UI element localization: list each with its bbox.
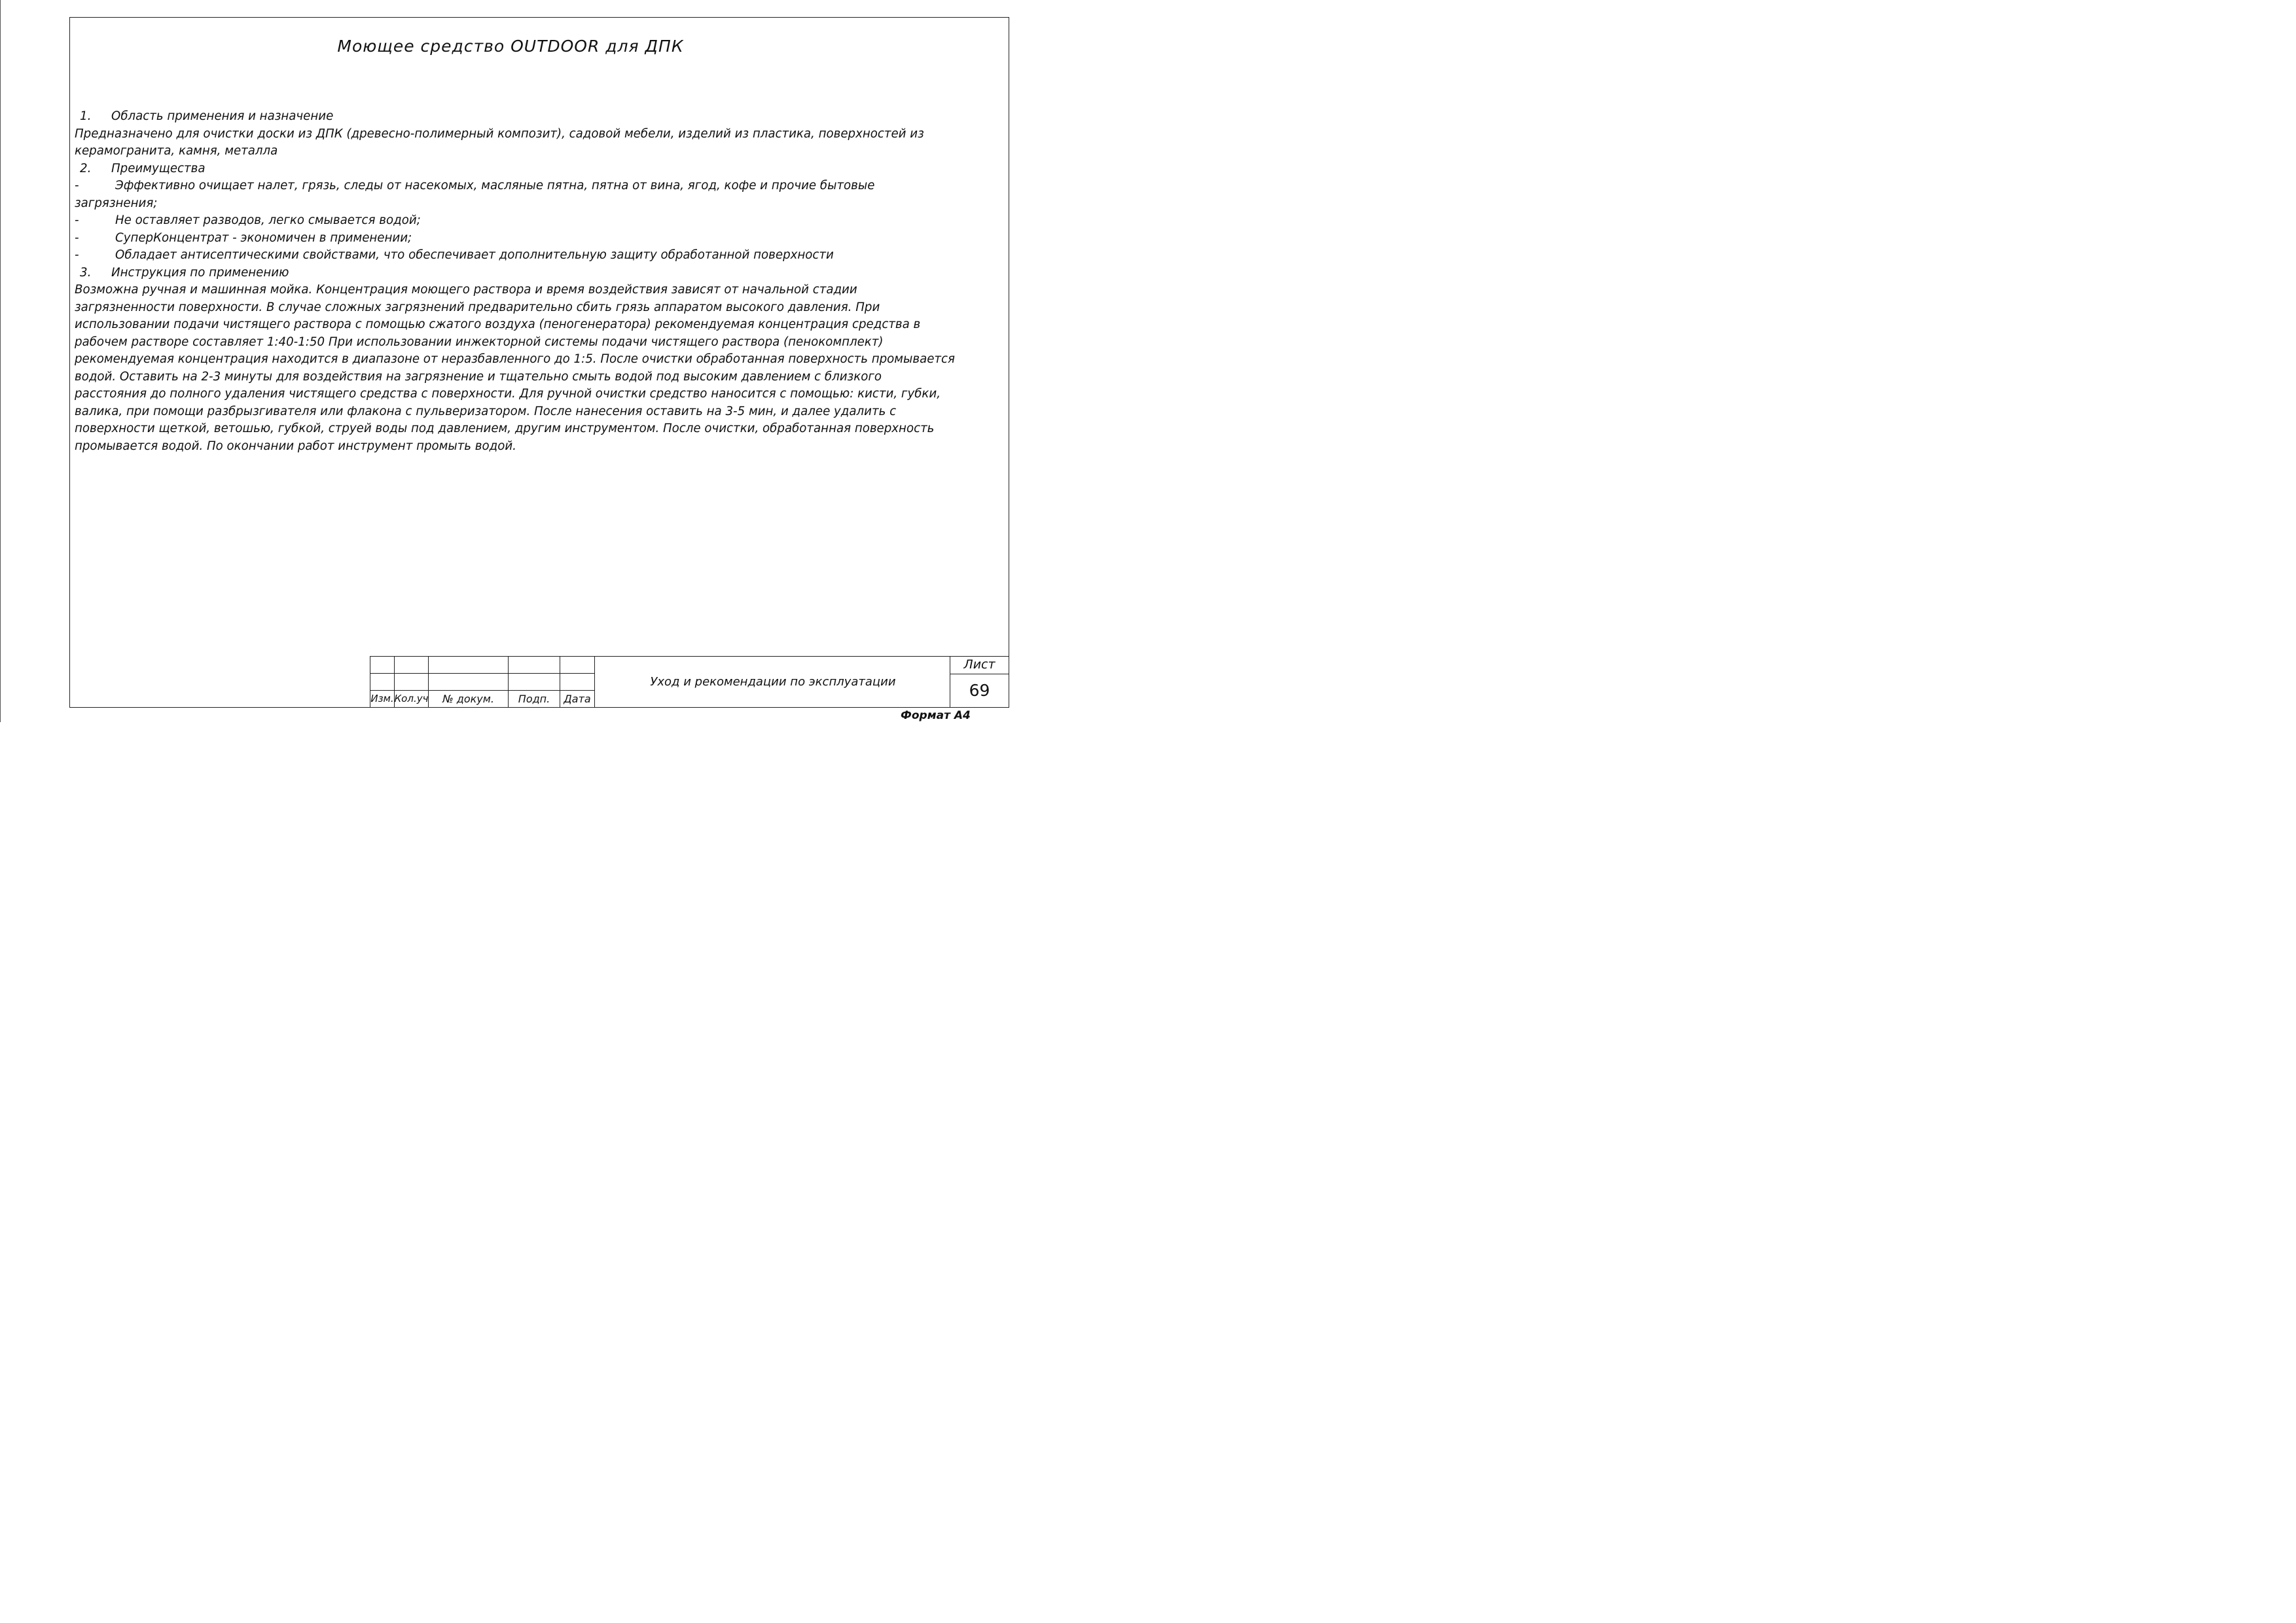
stamp-cell xyxy=(508,673,560,691)
format-label: Формат А4 xyxy=(901,709,971,722)
paragraph-line: промывается водой. По окончании работ инструмент промыть водой. xyxy=(75,439,516,453)
bullet-dash: - xyxy=(75,230,79,245)
document-body xyxy=(75,108,1004,455)
list-item xyxy=(75,230,1004,247)
paragraph-line: водой. Оставить на 2-3 минуты для воздействия на загрязнение и тщательно смыть водой под высоким давлением с близкого xyxy=(75,369,882,384)
title-block xyxy=(370,656,1009,708)
section-number: 1. xyxy=(80,109,92,123)
stamp-cell xyxy=(428,673,509,691)
bullet-dash: - xyxy=(75,179,79,192)
document-title: Моющее средство OUTDOOR для ДПК xyxy=(337,37,684,56)
section-heading-2 xyxy=(75,160,1004,178)
stamp-cell xyxy=(394,656,429,674)
stamp-cell xyxy=(560,656,595,674)
column-label-docnum: № докум. xyxy=(442,693,494,705)
paragraph-line: использовании подачи чистящего раствора с помощью сжатого воздуха (пеногенератора) рекомендуемая концентрация средства в xyxy=(75,318,921,331)
paragraph-line: загрязненности поверхности. В случае сложных загрязнений предварительно сбить грязь аппаратом высокого давления. При xyxy=(75,300,880,314)
stamp-cell xyxy=(560,673,595,691)
bullet-dash: - xyxy=(75,248,79,262)
list-item-text: СуперКонцентрат - экономичен в применении; xyxy=(115,230,412,245)
sheet-number: 69 xyxy=(969,681,990,700)
list-item xyxy=(75,177,1004,195)
paragraph-line: рекомендуемая концентрация находится в диапазоне от неразбавленного до 1:5. После очистки обработанная поверхность промывается xyxy=(75,352,955,366)
paragraph-line: Возможна ручная и машинная мойка. Концентрация моющего раствора и время воздействия зависят от начальной стадии xyxy=(75,283,857,297)
column-label-data: Дата xyxy=(564,693,591,705)
section-title: Область применения и назначение xyxy=(111,109,334,123)
list-item-continuation: загрязнения; xyxy=(75,196,158,210)
column-label-koluch: Кол.уч xyxy=(394,693,429,704)
paragraph-line: валика, при помощи разбрызгивателя или флакона с пульверизатором. После нанесения оставить на 3-5 мин, и далее удалить с xyxy=(75,404,897,418)
column-label-izm: Изм. xyxy=(370,693,394,704)
stamp-cell xyxy=(370,673,395,691)
column-label-podp: Подп. xyxy=(518,693,550,705)
stamp-cell xyxy=(370,656,395,674)
paragraph-line: расстояния до полного удаления чистящего средства с поверхности. Для ручной очистки средство наносится с помощью: кисти, губки, xyxy=(75,387,941,401)
list-item-text: Эффективно очищает налет, грязь, следы от насекомых, масляные пятна, пятна от вина, ягод, кофе и прочие бытовые xyxy=(115,179,875,192)
list-item-text: Обладает антисептическими свойствами, что обеспечивает дополнительную защиту обработанной поверхности xyxy=(115,248,834,262)
page-edge-line xyxy=(0,0,1,722)
stamp-cell xyxy=(394,673,429,691)
bullet-dash: - xyxy=(75,213,79,227)
list-item xyxy=(75,212,1004,230)
section-title: Инструкция по применению xyxy=(111,265,289,280)
stamp-cell xyxy=(428,656,509,674)
section-heading-3 xyxy=(75,264,1004,282)
stamp-cell xyxy=(508,656,560,674)
paragraph-line: рабочем растворе составляет 1:40-1:50 При использовании инжекторной системы подачи чистящего раствора (пенокомплект) xyxy=(75,335,884,349)
sheet-label: Лист xyxy=(963,657,996,672)
paragraph-line: Предназначено для очистки доски из ДПК (древесно-полимерный композит), садовой мебели, изделий из пластика, поверхностей из xyxy=(75,126,924,141)
paragraph-line: керамогранита, камня, металла xyxy=(75,144,278,158)
paragraph-line: поверхности щеткой, ветошью, губкой, струей воды под давлением, другим инструментом. После очистки, обработанная поверхность xyxy=(75,422,935,435)
list-item-text: Не оставляет разводов, легко смывается водой; xyxy=(115,213,421,227)
section-number: 2. xyxy=(80,161,92,175)
section-number: 3. xyxy=(80,265,92,280)
stamp-document-title: Уход и рекомендации по эксплуатации xyxy=(650,675,896,689)
section-heading-1 xyxy=(75,108,1004,126)
list-item xyxy=(75,247,1004,264)
section-title: Преимущества xyxy=(111,161,206,175)
